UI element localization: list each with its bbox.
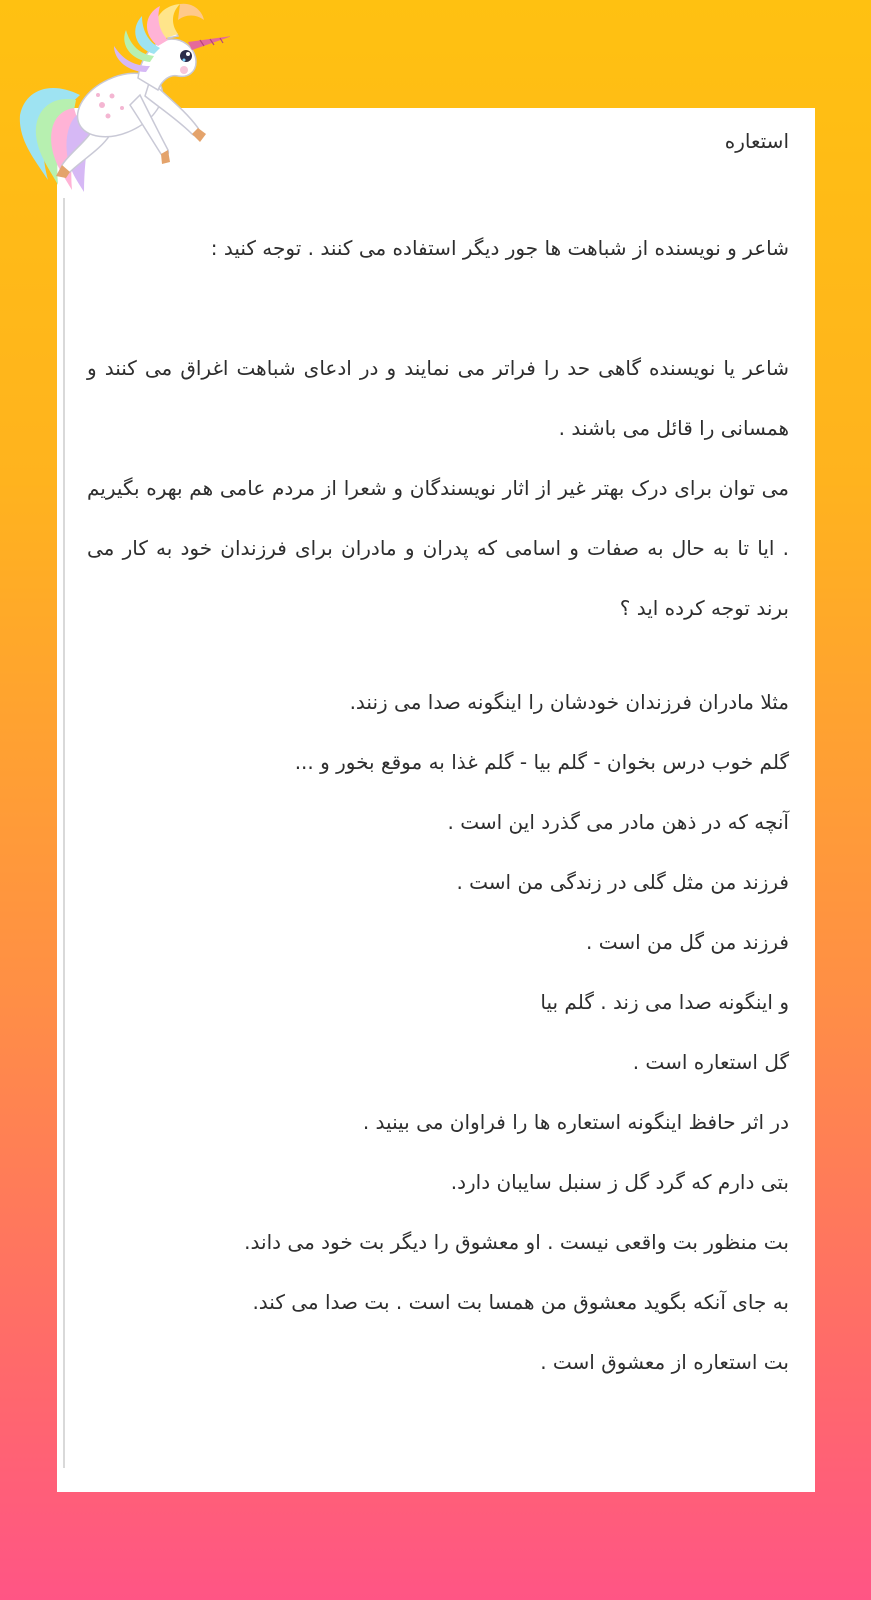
examples-list — [87, 672, 789, 1392]
example-line: در اثر حافظ اینگونه استعاره ها را فراوان می بینید . — [362, 1110, 789, 1134]
example-line: فرزند من مثل گلی در زندگی من است . — [456, 870, 789, 894]
common-people-paragraph: می توان برای درک بهتر غیر از اثار نویسندگان و شعرا از مردم عامی هم بهره بگیریم . ایا تا به حال به صفات و اسامی که پدران و مادران برای فرزندان خود به کار می برند توجه کرده اید ؟ — [87, 476, 789, 620]
intro-paragraph: شاعر و نویسنده از شباهت ها جور دیگر استفاده می کنند . توجه کنید : — [210, 236, 789, 260]
example-line: بت منظور بت واقعی نیست . او معشوق را دیگر بت خود می داند. — [244, 1230, 789, 1254]
unicorn-icon — [10, 0, 230, 200]
post-title: استعاره — [724, 129, 789, 153]
example-line: آنچه که در ذهن مادر می گذرد این است . — [447, 810, 789, 834]
spacer — [87, 278, 789, 338]
card-edge-divider — [63, 198, 65, 1468]
example-line: بت استعاره از معشوق است . — [540, 1350, 789, 1374]
exaggeration-paragraph: شاعر یا نویسنده گاهی حد را فراتر می نمایند و در ادعای شباهت اغراق می کنند و همسانی را قائل می باشند . — [87, 356, 789, 440]
example-line: و اینگونه صدا می زند . گلم بیا — [540, 990, 789, 1014]
post-card — [57, 108, 815, 1492]
example-line: گلم خوب درس بخوان - گلم بیا - گلم غذا به موقع بخور و ... — [294, 750, 789, 774]
example-line: گل استعاره است . — [632, 1050, 789, 1074]
example-line: بتی دارم که گرد گل ز سنبل سایبان دارد. — [450, 1170, 789, 1194]
spacer — [87, 638, 789, 672]
example-line: فرزند من گل من است . — [586, 930, 789, 954]
unicorn-tail — [20, 88, 90, 192]
example-line: مثلا مادران فرزندان خودشان را اینگونه صدا می زنند. — [349, 690, 789, 714]
example-line: به جای آنکه بگوید معشوق من همسا بت است . بت صدا می کند. — [252, 1290, 789, 1314]
